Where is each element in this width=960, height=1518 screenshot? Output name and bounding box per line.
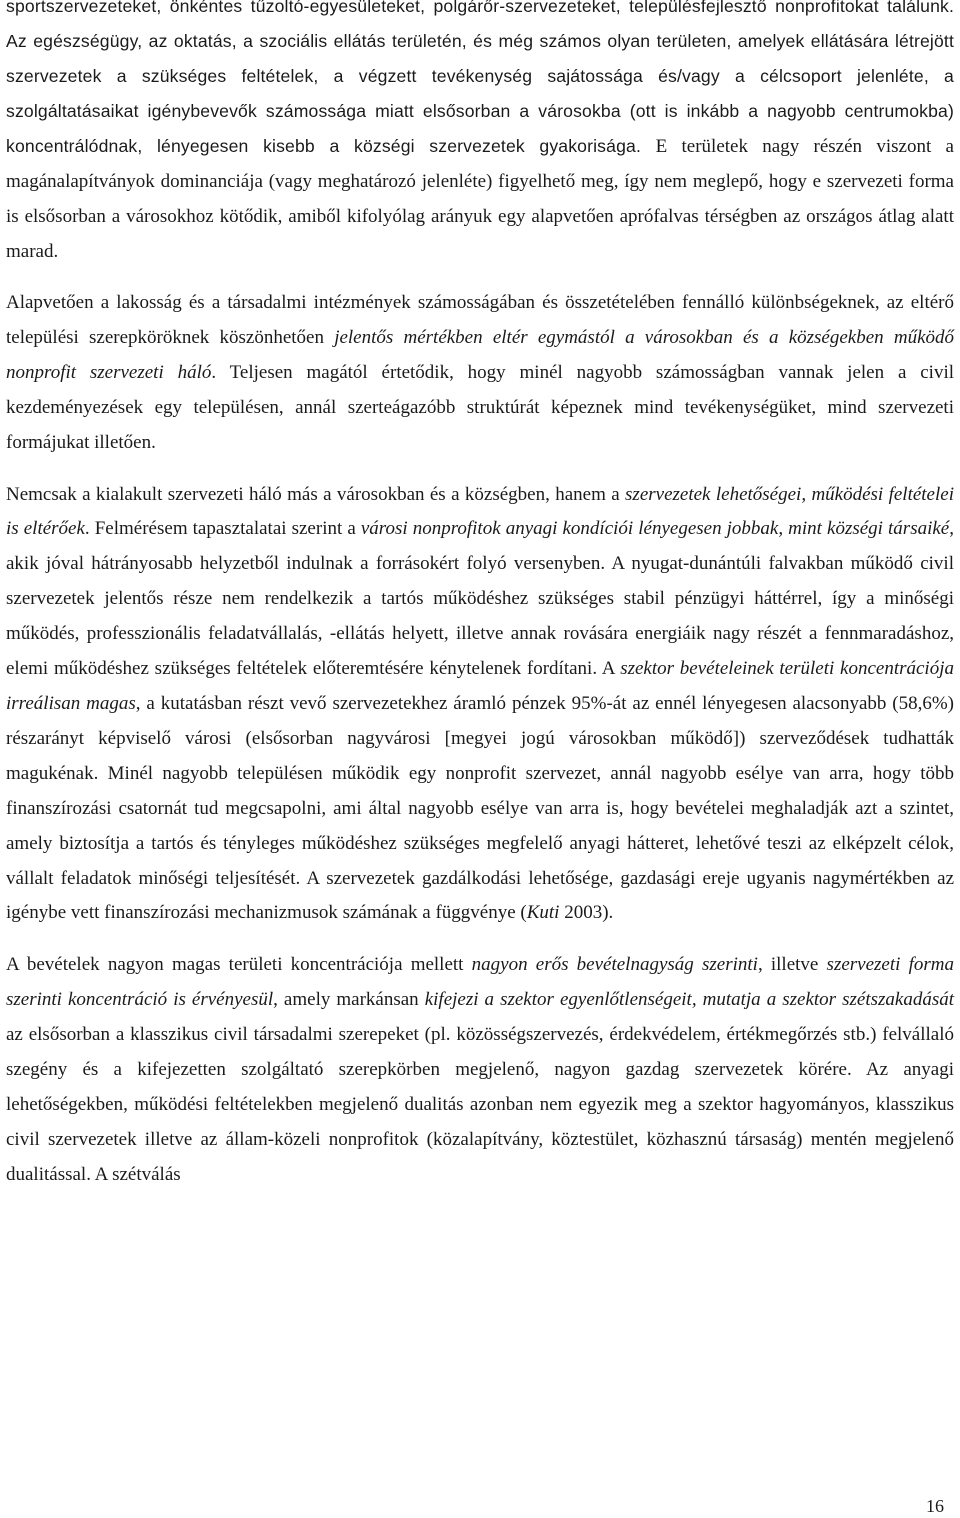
text-run: . Teljesen magától értetődik, hogy minél nagyobb számosságban vannak jelen a civil kezdeményezések egy településen, annál szerteágazóbb struktúrát képeznek mind tevékenységüket, mind szervezeti formájukat illetően.: [6, 361, 955, 453]
emphasized-text: kifejezi a szektor egyenlőtlenségeit, mutatja a szektor szétszakadását: [424, 989, 954, 1011]
text-run: E területek nagy részén viszont a magánalapítványok dominanciája (vagy meghatározó jelenléte) figyelhető meg, így nem meglepő, hogy e szervezeti forma is elsősorban a városokhoz kötődik, amiből kifolyólag arányuk egy alapvetően aprófalvas térségben az országos átlag alatt marad.: [6, 136, 954, 262]
emphasized-text: szervezeti forma szerinti koncentráció is érvényesül: [6, 954, 954, 1011]
emphasized-text: városi nonprofitok anyagi kondíciói lényegesen jobbak, mint községi társaiké: [360, 518, 950, 540]
text-run: A bevételek nagyon magas területi koncentrációja mellett: [6, 954, 472, 976]
text-run: , akik jóval hátrányosabb helyzetből indulnak a forrásokért folyó versenyben. A nyugat-dunántúli falvakban működő civil szervezetek jelentős része nem rendelkezik a tartós működéshez szükséges stabil pénzügyi háttérrel, így a minőségi működés, professzionális feladatvállalás, -ellátás helyett, illetve annak rovására energiáik nagy részét a fennmaradáshoz, elemi működéshez szükséges feltételek előteremtésére kénytelenek fordítani. A: [6, 518, 954, 680]
document-page: [6, 0, 954, 1210]
paragraph-3: [6, 478, 954, 932]
text-run: az elsősorban a klasszikus civil társadalmi szerepeket (pl. közösségszervezés, érdekvédelem, értékmegőrzés stb.) felvállaló szegény és a kifejezetten szolgáltató szerepkörben megjelenő, nagyon gazdag szervezetek körére. Az anyagi lehetőségekben, működési feltételekben megjelenő dualitás azonban nem egyezik meg a szektor hagyományos, klasszikus civil szervezetek illetve az állam-közeli nonprofitok (közalapítvány, köztestület, közhasznú társaság) mentén megjelenő dualitással. A szétválás: [6, 1024, 954, 1185]
page-number: 16: [926, 1496, 944, 1516]
emphasized-text: nagyon erős bevételnagyság szerinti: [471, 954, 758, 976]
text-run: sportszervezeteket, önkéntes tűzoltó-egyesületeket, polgárőr-szervezeteket, településfejlesztő nonprofitokat találunk. Az egészségügy, az oktatás, a szociális ellátás területén, és még számos olyan területen, amelyek ellátására létrejött szervezetek a szükséges feltételek, a végzett tevékenység sajátossága és/vagy a célcsoport jelenléte, a szolgáltatásaikat igénybevevők számossága miatt elsősorban a városokba (ott is inkább a nagyobb centrumokba) koncentrálódnak, lényegesen kisebb a községi szervezetek gyakorisága.: [6, 0, 954, 156]
emphasized-text: szervezetek lehetőségei, működési feltételei is eltérőek: [6, 483, 954, 540]
paragraph-1: [6, 0, 954, 269]
text-run: Alapvetően a lakosság és a társadalmi intézmények számosságában és összetételében fennálló különbségeknek, az eltérő települési szerepköröknek köszönhetően: [6, 292, 954, 348]
text-run: , amely markánsan: [273, 989, 425, 1011]
text-run: , a kutatásban részt vevő szervezetekhez áramló pénzek 95%-át az ennél lényegesen alacsonyabb (58,6%) részarányt képviselő városi (elsősorban nagyvárosi [megyei jogú városokban működő]) szerveződések tudhatták magukénak. Minél nagyobb településen működik egy nonprofit szervezet, annál nagyobb esélye van arra, hogy több finanszírozási csatornát tud megcsapolni, ami által nagyobb esélye van arra is, hogy bevételei meghaladják azt a szintet, amely biztosítja a tartós és tényleges működéshez szükséges megfelelő anyagi hátteret, lehetővé teszi az elképzelt célok, vállalt feladatok minőségi teljesítését. A szervezetek gazdálkodási lehetősége, gazdasági ereje ugyanis nagymértékben az igénybe vett finanszírozási mechanizmusok számának a függvénye (: [6, 692, 954, 924]
text-run: , illetve: [757, 954, 827, 976]
text-run: 2003).: [559, 902, 614, 924]
text-run: . Felmérésem tapasztalatai szerint a: [84, 518, 361, 540]
emphasized-text: szektor bevételeinek területi koncentrációja irreálisan magas: [6, 658, 954, 714]
emphasized-text: jelentős mértékben eltér egymástól a városokban és a községekben működő nonprofit szervezeti háló: [6, 326, 955, 383]
paragraph-4: [6, 948, 954, 1192]
text-run: Nemcsak a kialakult szervezeti háló más a városokban és a községben, hanem a: [6, 483, 626, 505]
emphasized-text: Kuti: [526, 902, 560, 924]
paragraph-2: [6, 286, 954, 461]
